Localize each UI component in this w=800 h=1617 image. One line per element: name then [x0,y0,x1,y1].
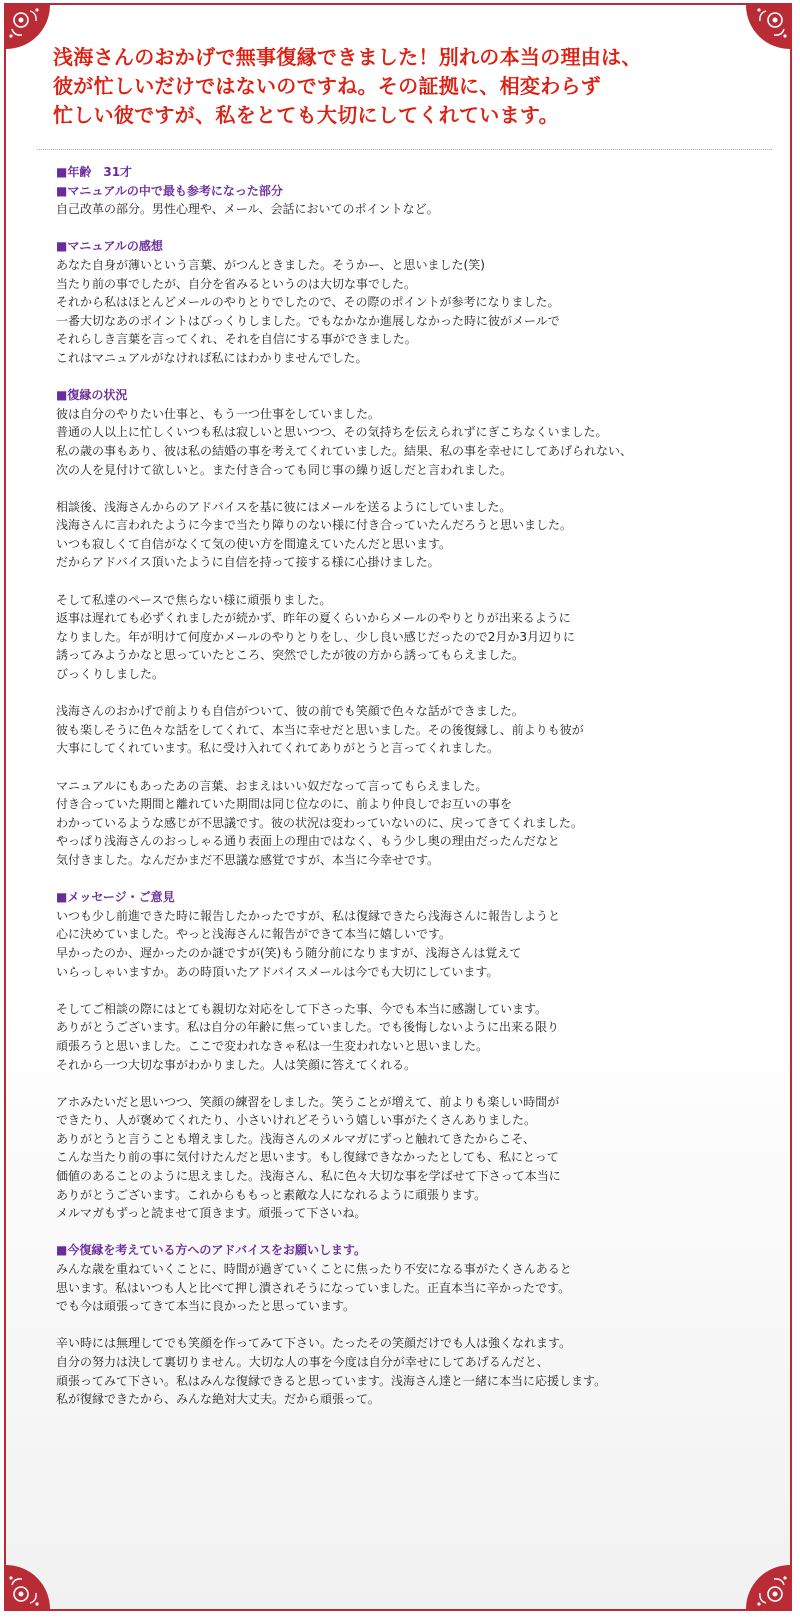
reference-label: ■マニュアルの中で最も参考になった部分 [56,183,283,198]
testimonial-frame [4,3,792,1611]
message-line: いらっしゃいますか。あの時頂いたアドバイスメールは今でも大切にしています。 [56,964,499,979]
status-line: 彼は自分のやりたい仕事と、もう一つ仕事をしていました。 [56,406,381,421]
dotted-divider [37,149,772,150]
spacer [56,219,756,238]
ornament-corner-icon [6,5,50,49]
reference-text: 自己改革の部分。男性心理や、メール、会話においてのポイントなど。 [56,202,439,217]
message-line: こんな当たり前の事に気付けたんだと思います。もし復縁できなかったとしても、私にとって [56,1150,559,1165]
message-line: それから一つ大切な事がわかりました。人は笑顔に答えてくれる。 [56,1057,417,1072]
status-line: 浅海さんに言われたように今まで当たり障りのない様に付き合っていたんだろうと思いました。 [56,518,573,533]
status-line: 付き合っていた期間と離れていた期間は同じ位なのに、前より仲良しでお互いの事を [56,797,513,812]
spacer [56,684,756,703]
impression-line: これはマニュアルがなければ私にはわかりませんでした。 [56,350,368,365]
advice-line: 自分の努力は決して裏切りません。大切な人の事を今度は自分が幸せにしてあげるんだと、 [56,1355,549,1369]
spacer [56,981,756,1000]
advice-line: 頑張ってみて下さい。私はみんな復縁できると思っています。浅海さん達と一緒に本当に応援します。 [56,1373,607,1388]
message-label: ■メッセージ・ご意見 [56,890,175,905]
status-line: いつも寂しくて自信がなくて気の使い方を間違えていたんだと思います。 [56,536,452,551]
status-line: やっぱり浅海さんのおっしゃる通り表面上の理由ではなく、もう少し奥の理由だったんだなと [56,834,560,849]
status-line: 大事にしてくれています。私に受け入れてくれてありがとうと言ってくれました。 [56,741,500,756]
status-line: そして私達のペースで焦らない様に頑張りました。 [56,592,332,607]
impression-line: あなた自身が薄いという言葉、がつんときました。そうかー、と思いました(笑) [56,257,485,272]
spacer [56,479,756,498]
spacer [56,1074,756,1093]
status-line: 相談後、浅海さんからのアドバイスを基に彼にはメールを送るようにしていました。 [56,499,512,514]
ornament-corner-icon [746,1565,790,1609]
impression-label: ■マニュアルの感想 [56,239,163,254]
advice-label: ■今復縁を考えている方へのアドバイスをお願いします。 [56,1243,367,1258]
status-line: 気付きました。なんだかまだ不思議な感覚ですが、本当に今幸せです。 [56,852,440,867]
headline-line: 忙しい彼ですが、私をとても大切にしてくれています。 [53,103,559,127]
testimonial-body [56,163,756,1409]
advice-line: でも今は頑張ってきて本当に良かったと思っています。 [56,1299,356,1314]
status-line: 普通の人以上に忙しくいつも私は寂しいと思いつつ、その気持ちを伝えられずにぎこちなくいました。 [56,425,608,440]
message-line: 価値のあることのように思えました。浅海さん、私に色々大切な事を学ばせて下さって本当に [56,1169,561,1184]
status-line: わかっているような感じが不思議です。彼の状況は変わっていないのに、戻ってきてくれました。 [56,815,583,830]
impression-line: それらしき言葉を言ってくれ、それを自信にする事ができました。 [56,332,417,347]
spacer [56,572,756,591]
headline-line: 浅海さんのおかげで無事復縁できました！別れの本当の理由は、 [53,45,642,69]
status-line: びっくりしました。 [56,667,165,682]
status-line: 次の人を見付けて欲しいと。また付き合っても同じ事の繰り返しだと言われました。 [56,462,513,477]
status-line: 誘ってみようかなと思っていたところ、突然でしたが彼の方から誘ってもらえました。 [56,648,525,663]
advice-line: 思います。私はいつも人と比べて押し潰されそうになっていました。正直本当に辛かったです。 [56,1280,571,1295]
spacer [56,1223,756,1242]
message-line: メルマガもずっと読ませて頂きます。頑張って下さいね。 [56,1206,367,1221]
ornament-corner-icon [6,1565,50,1609]
message-line: そしてご相談の際にはとても親切な対応をして下さった事、今でも本当に感謝しています。 [56,1001,548,1016]
message-line: ありがとうございます。私は自分の年齢に焦っていました。でも後悔しないように出来る限り [56,1020,560,1035]
message-line: アホみたいだと思いつつ、笑顔の練習をしました。笑うことが増えて、前よりも楽しい時間が [56,1094,560,1109]
status-label: ■復縁の状況 [56,388,128,403]
advice-line: 辛い時には無理してでも笑顔を作ってみて下さい。たったその笑顔だけでも人は強くなれます。 [56,1336,572,1351]
headline-line: 彼が忙しいだけではないのですね。その証拠に、相変わらず [53,74,602,98]
message-line: 早かったのか、遅かったのか謎ですが(笑)もう随分前になりますが、浅海さんは覚えて [56,945,522,960]
advice-line: 私が復縁できたから、みんな絶対大丈夫。だから頑張って。 [56,1392,380,1407]
status-line: 返事は遅れても必ずくれましたが続かず、昨年の夏くらいからメールのやりとりが出来るように [56,611,571,626]
status-line: なりました。年が明けて何度かメールのやりとりをし、少し良い感じだったので2月か3月辺りに [56,629,576,644]
spacer [56,368,756,387]
age-label: ■年齢 31才 [56,165,133,179]
message-line: ありがとうと言うことも増えました。浅海さんのメルマガにずっと触れてきたからこそ、 [56,1131,536,1146]
status-line: 私の歳の事もあり、彼は私の結婚の事を考えてくれていました。結果、私の事を幸せにしてあげられない、 [56,443,633,458]
spacer [56,1316,756,1335]
spacer [56,758,756,777]
impression-line: 当たり前の事でしたが、自分を省みるというのは大切な事でした。 [56,276,417,291]
message-line: 頑張ろうと思いました。ここで変われなきゃ私は一生変われないと思いました。 [56,1038,489,1053]
message-line: いつも少し前進できた時に報告したかったですが、私は復縁できたら浅海さんに報告しようと [56,908,561,923]
status-line: だからアドバイス頂いたように自信を持って接する様に心掛けました。 [56,555,440,570]
status-line: マニュアルにもあったあの言葉、おまえはいい奴だなって言ってもらえました。 [56,778,488,793]
spacer [56,870,756,889]
message-line: できたり、人が褒めてくれたり、小さいけれどそういう嬉しい事がたくさんありました。 [56,1113,537,1128]
impression-line: それから私はほとんどメールのやりとりでしたので、その際のポイントが参考になりました。 [56,295,560,310]
headline [53,43,753,130]
advice-line: みんな歳を重ねていくことに、時間が過ぎていくことに焦ったり不安になる事がたくさんあると [56,1262,572,1277]
status-line: 浅海さんのおかげで前よりも自信がついて、彼の前でも笑顔で色々な話ができました。 [56,704,524,719]
message-line: ありがとうございます。これからももっと素敵な人になれるように頑張ります。 [56,1187,487,1202]
impression-line: 一番大切なあのポイントはびっくりしました。でもなかなか進展しなかった時に彼がメールで [56,313,560,328]
status-line: 彼も楽しそうに色々な話をしてくれて、本当に幸せだと思いました。その後復縁し、前よりも彼が [56,722,584,737]
message-line: 心に決めていました。やっと浅海さんに報告ができて本当に嬉しいです。 [56,927,452,942]
